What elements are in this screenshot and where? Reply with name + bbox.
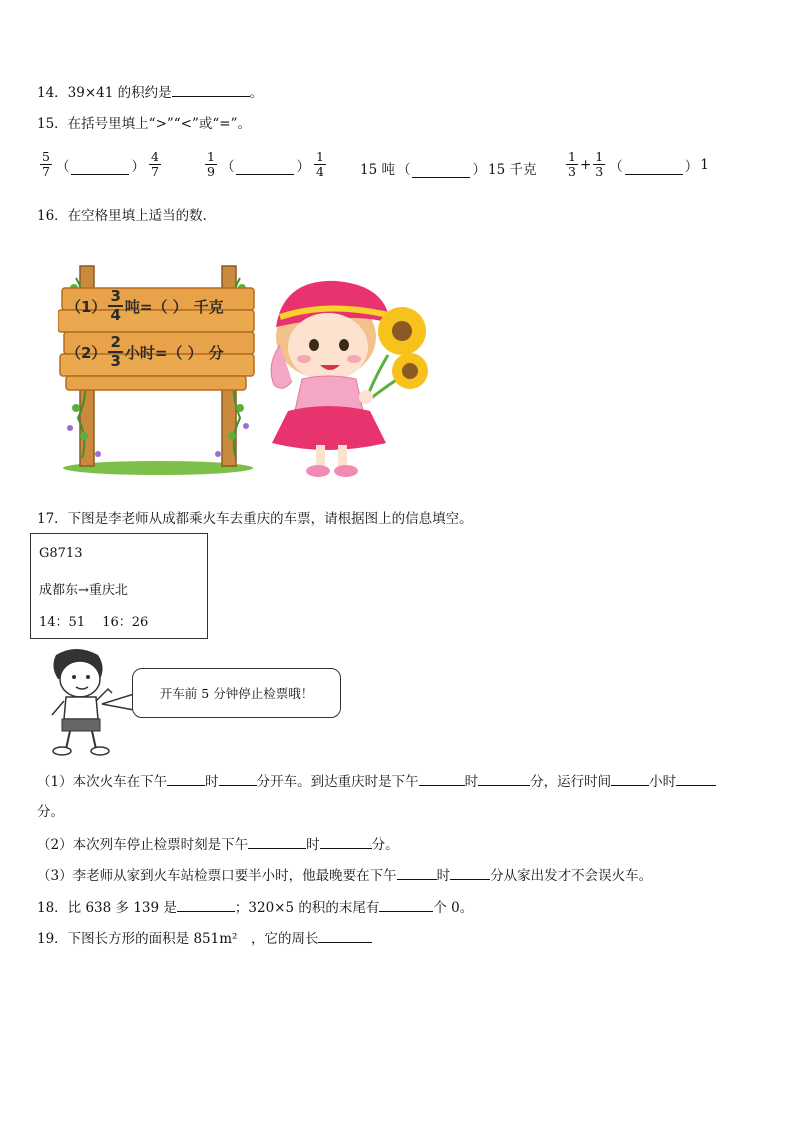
q17-1-blank-2[interactable] xyxy=(219,772,257,786)
q17-sub-2: （2）本次列车停止检票时刻是下午 时 分。 xyxy=(37,837,399,853)
speech-bubble-text: 开车前 5 分钟停止检票哦！ xyxy=(159,686,314,701)
q17-3-blank-1[interactable] xyxy=(397,866,437,880)
girl-sunflower-illustration xyxy=(258,275,438,483)
q14-blank[interactable] xyxy=(172,83,250,97)
train-ticket xyxy=(30,533,208,639)
q17-3-blank-2[interactable] xyxy=(450,866,490,880)
q15-item-2: $\frac{1}{9}$ （ ） $\frac{1}{4}$ xyxy=(207,149,324,179)
ticket-train-number: G8713 xyxy=(39,546,83,561)
q18-blank-1[interactable] xyxy=(177,898,235,912)
question-14: 14．39×41 的积约是 。 xyxy=(37,85,264,101)
q17-1-blank-1[interactable] xyxy=(167,772,205,786)
question-17-title: 17．下图是李老师从成都乘火车去重庆的车票，请根据图上的信息填空。 xyxy=(37,511,473,527)
q17-sub-1-cont: 分。 xyxy=(37,804,64,820)
q14-text: 14．39×41 的积约是 xyxy=(37,85,172,101)
q15-blank-4[interactable] xyxy=(625,162,683,175)
q15-blank-2[interactable] xyxy=(236,162,294,175)
ticket-times: 14：51 16：26 xyxy=(39,615,149,630)
q17-1-blank-6[interactable] xyxy=(676,772,716,786)
ticket-route: 成都东→重庆北 xyxy=(39,583,128,598)
q15-blank-3[interactable] xyxy=(412,165,470,178)
speech-bubble-tail xyxy=(100,690,136,714)
q17-sub-1: （1）本次火车在下午 时 分开车。到达重庆时是下午 时 分，运行时间 小时 xyxy=(37,772,716,791)
q17-1-blank-4[interactable] xyxy=(478,772,530,786)
q15-blank-1[interactable] xyxy=(71,162,129,175)
q17-1-blank-3[interactable] xyxy=(419,772,465,786)
sign-row-1: （1） $\frac{3}{4}$ 吨=（ ） 千克 xyxy=(66,287,224,324)
q17-2-blank-1[interactable] xyxy=(248,835,306,849)
question-18: 18．比 638 多 139 是 ；320×5 的积的末尾有 个 0。 xyxy=(37,900,474,916)
q15-item-1: $\frac{5}{7}$ （ ） $\frac{4}{7}$ xyxy=(42,149,159,179)
q19-blank[interactable] xyxy=(318,929,372,943)
question-16-title: 16．在空格里填上适当的数． xyxy=(37,208,217,224)
q17-sub-3: （3）李老师从家到火车站检票口要半小时，他最晚要在下午 时 分从家出发才不会误火车。 xyxy=(37,868,653,884)
question-15-title: 15．在括号里填上“>”“<”或“=”。 xyxy=(37,116,252,132)
q15-item-4: $\frac{1}{3}$ + $\frac{1}{3}$ （ ） 1 xyxy=(568,149,709,179)
question-19: 19．下图长方形的面积是 851m² ，它的周长 xyxy=(37,929,372,948)
q18-blank-2[interactable] xyxy=(379,898,433,912)
q17-1-blank-5[interactable] xyxy=(611,772,649,786)
q17-2-blank-2[interactable] xyxy=(320,835,372,849)
sign-row-2: （2） $\frac{2}{3}$ 小时=（ ） 分 xyxy=(66,333,224,370)
speech-bubble xyxy=(132,668,341,718)
q15-item-3: 15 吨 （ ） 15 千克 xyxy=(360,162,537,178)
